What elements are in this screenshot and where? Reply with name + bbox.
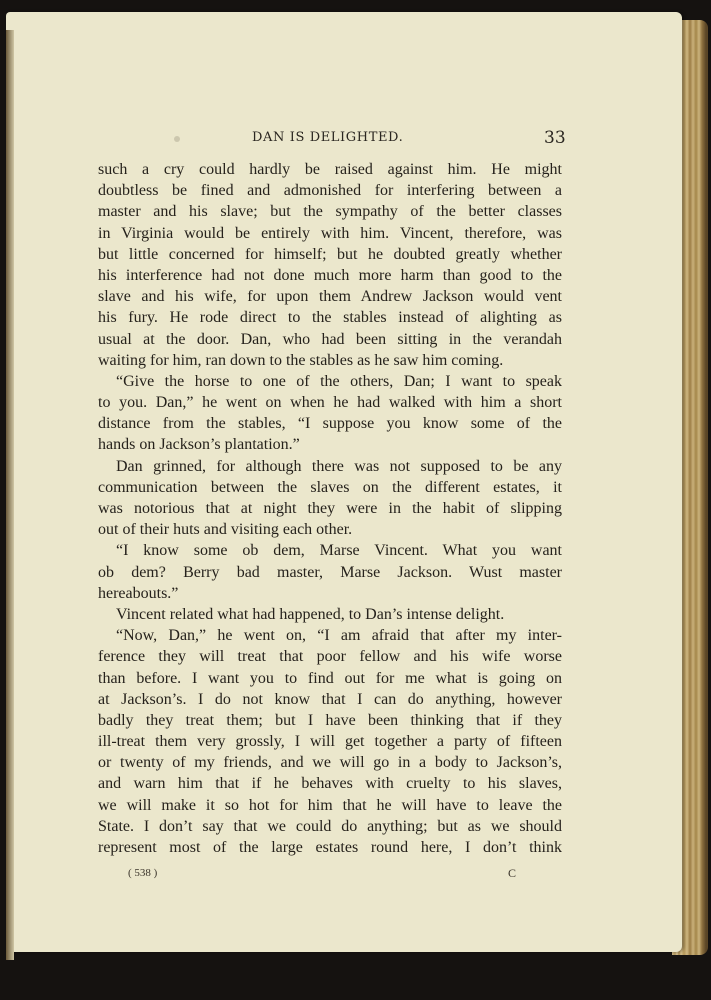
text-line: his fury. He rode direct to the stables instead of alighting as <box>98 309 562 327</box>
text-line: ob dem? Berry bad master, Marse Jackson. Wust master <box>98 563 562 581</box>
text-line: but little concerned for himself; but he doubted greatly whether <box>98 245 562 263</box>
text-line: distance from the stables, “I suppose you know some of the <box>98 415 562 433</box>
text-line: State. I don’t say that we could do anything; but as we should <box>98 817 562 835</box>
text-line: represent most of the large estates round here, I don’t think <box>98 839 562 856</box>
page-number: 33 <box>544 128 566 148</box>
text-line: doubtless be fined and admonished for interfering between a <box>98 182 562 200</box>
text-line: communication between the slaves on the different estates, it <box>98 478 562 496</box>
text-line: Dan grinned, for although there was not supposed to be any <box>116 457 562 475</box>
text-line: ference they will treat that poor fellow and his wife worse <box>98 648 562 666</box>
text-line: usual at the door. Dan, who had been sitting in the verandah <box>98 330 562 348</box>
text-line: hands on Jackson’s plantation.” <box>98 436 300 454</box>
running-head: DAN IS DELIGHTED. <box>252 130 404 145</box>
text-line: such a cry could hardly be raised against him. He might <box>98 161 562 178</box>
body-text <box>98 159 562 858</box>
text-line: Vincent related what had happened, to Dan’s intense delight. <box>116 605 505 623</box>
text-line: “I know some ob dem, Marse Vincent. What you want <box>116 542 562 560</box>
text-line: master and his slave; but the sympathy of the better classes <box>98 203 562 221</box>
text-line: or twenty of my friends, and we will go in a body to Jackson’s, <box>98 754 562 772</box>
paper-spot <box>174 136 180 142</box>
text-line: at Jackson’s. I do not know that I can do anything, however <box>98 690 562 708</box>
text-line: “Now, Dan,” he went on, “I am afraid that after my inter- <box>116 627 562 645</box>
text-line: was notorious that at night they were in the habit of slipping <box>98 500 562 517</box>
text-line: his interference had not done much more harm than good to the <box>98 266 562 284</box>
text-line: and warn him that if he behaves with cruelty to his slaves, <box>98 775 562 793</box>
signature-letter: C <box>508 866 517 880</box>
text-line: slave and his wife, for upon them Andrew Jackson would vent <box>98 288 562 306</box>
text-line: “Give the horse to one of the others, Dan; I want to speak <box>116 372 562 390</box>
text-line: in Virginia would be entirely with him. Vincent, therefore, was <box>98 224 562 242</box>
text-line: than before. I want you to find out for me what is going on <box>98 669 562 687</box>
text-line: hereabouts.” <box>98 584 179 602</box>
text-line: waiting for him, ran down to the stables as he saw him coming. <box>98 351 504 369</box>
gutter-shadow <box>6 30 14 960</box>
printer-signature-mark: ( 538 ) <box>128 867 158 879</box>
text-line: ill-treat them very grossly, I will get together a party of fifteen <box>98 733 562 751</box>
text-line: to you. Dan,” he went on when he had walked with him a short <box>98 394 562 412</box>
text-line: badly they treat them; but I have been thinking that if they <box>98 711 562 729</box>
text-line: out of their huts and visiting each other. <box>98 521 353 539</box>
text-line: we will make it so hot for him that he will have to leave the <box>98 796 562 814</box>
